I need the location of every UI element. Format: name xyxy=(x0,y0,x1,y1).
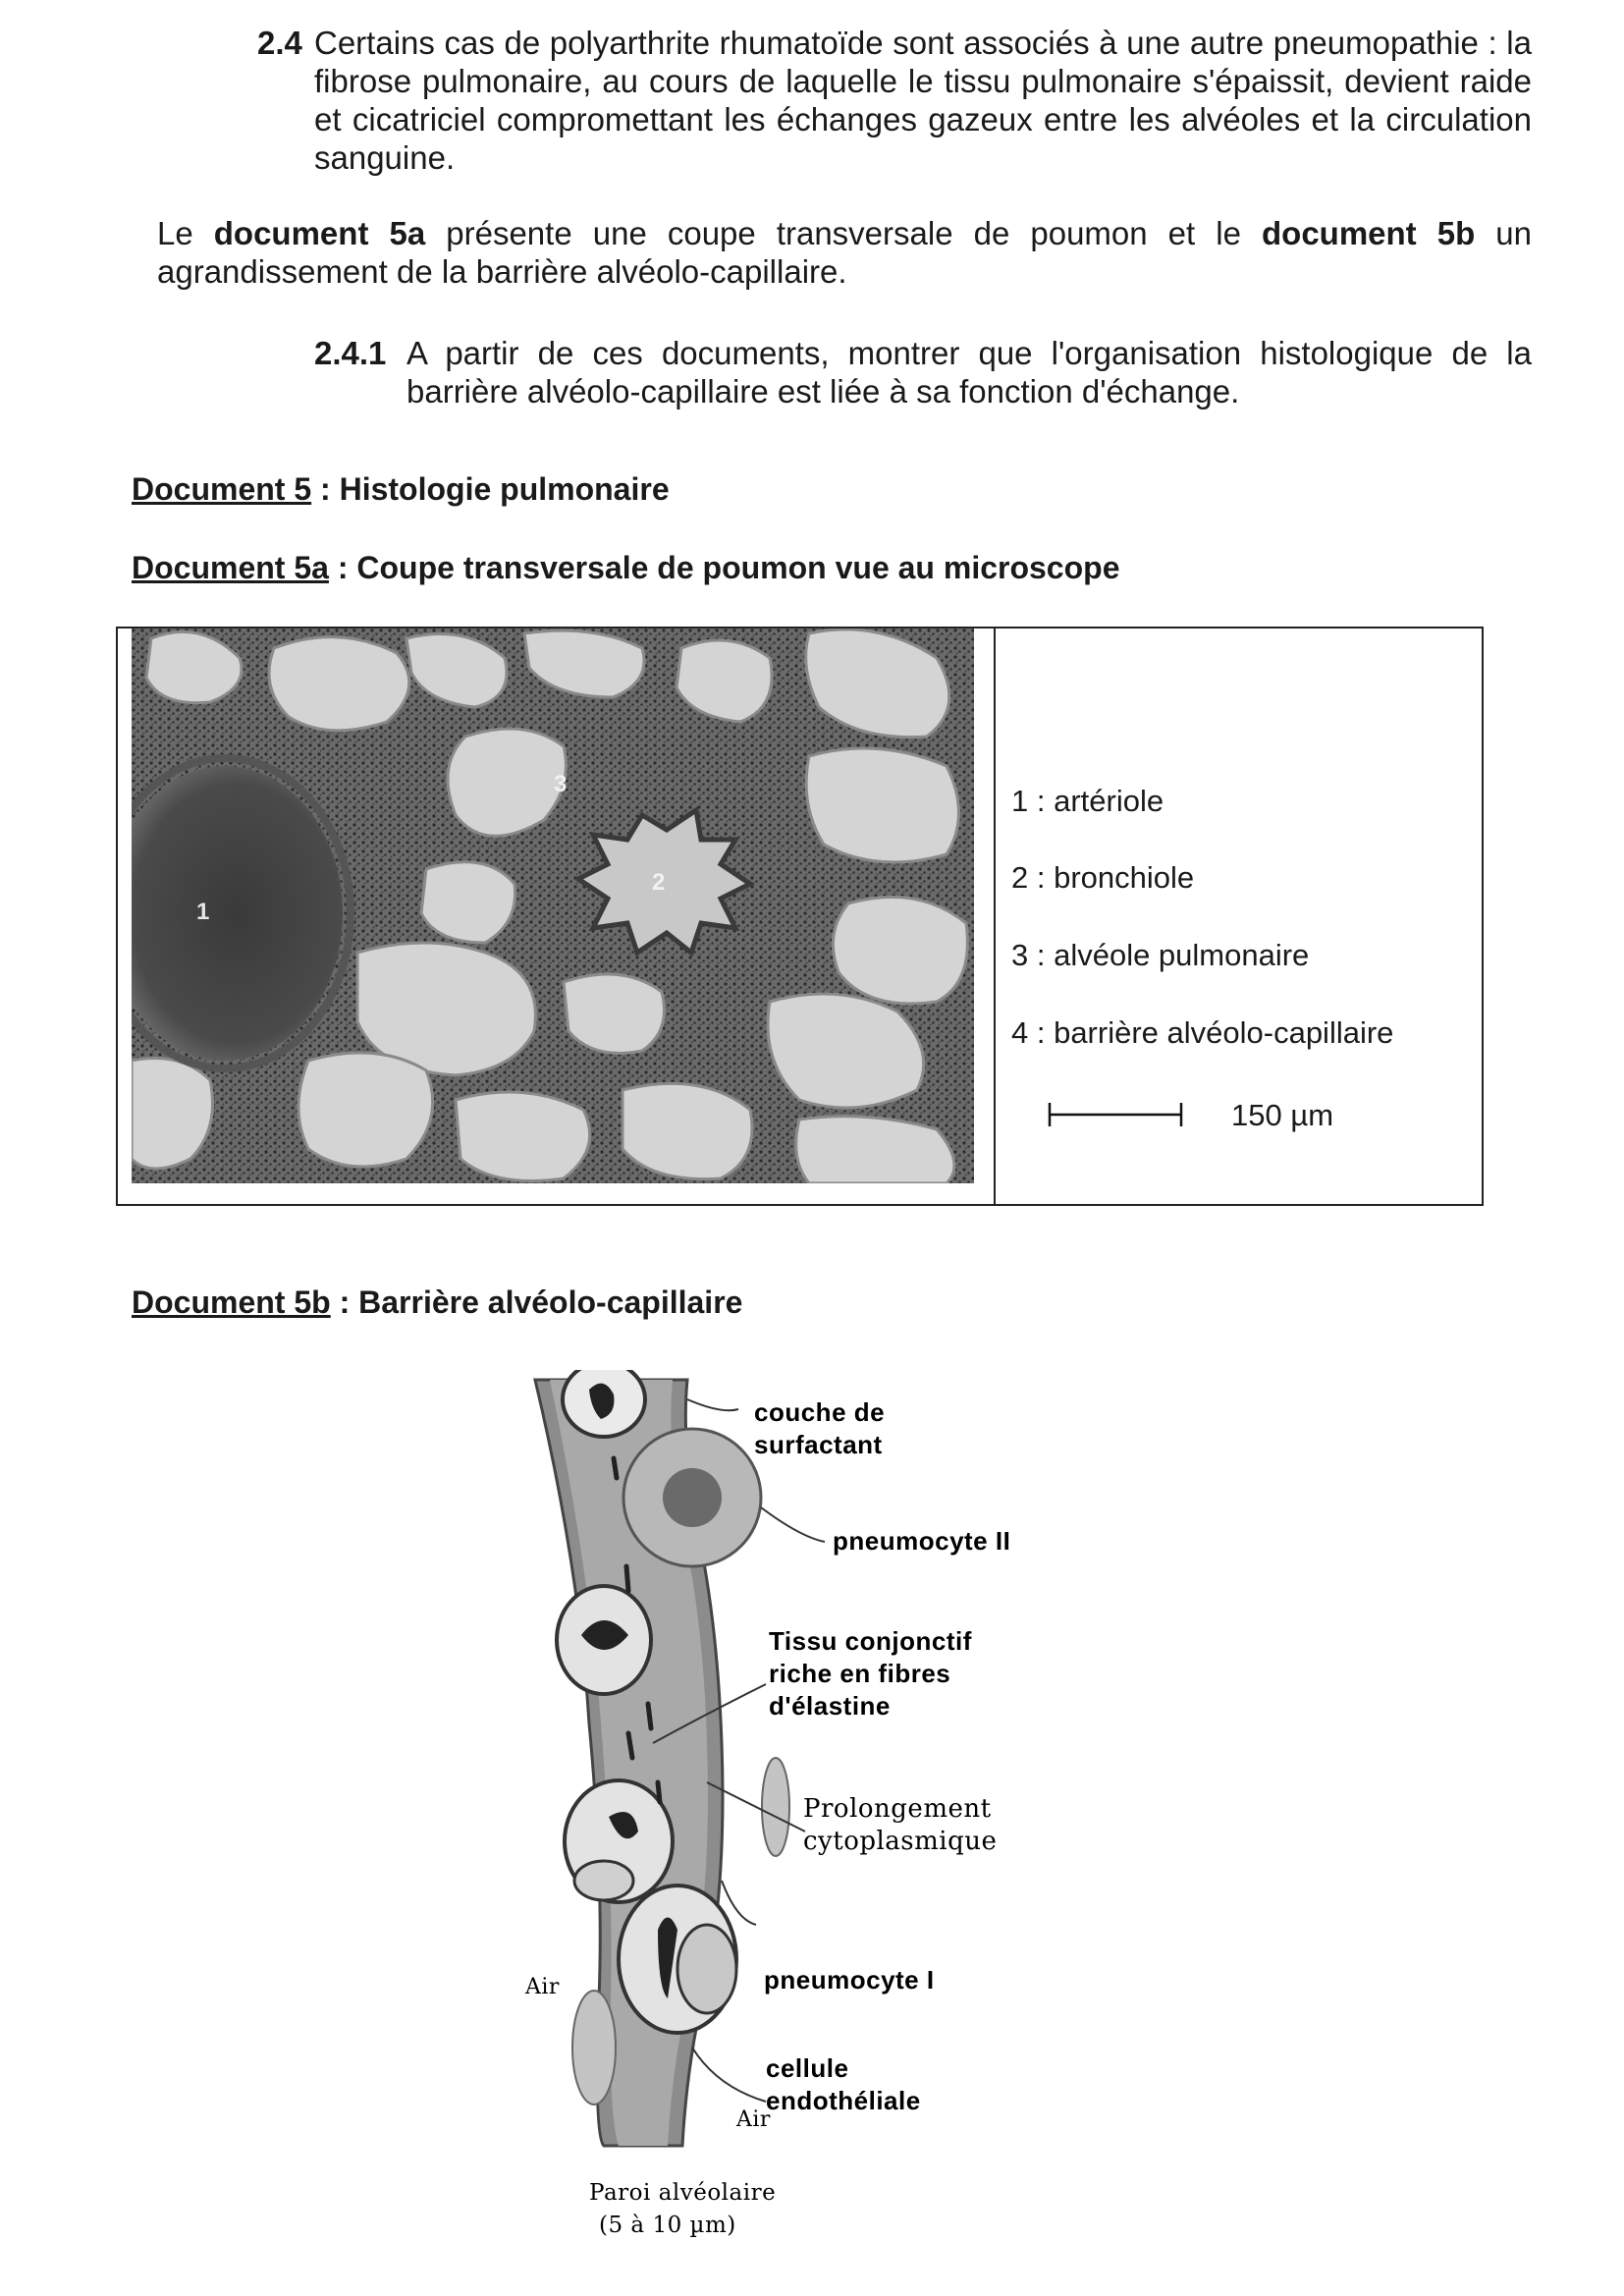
scale-label: 150 µm xyxy=(1231,1098,1334,1132)
legend-item-4: 4 : barrière alvéolo-capillaire xyxy=(1011,1015,1394,1050)
doc5-label: Document 5 xyxy=(132,471,312,507)
intro-doc-5b: document 5b xyxy=(1262,215,1476,251)
intro-doc-5a: document 5a xyxy=(213,215,426,251)
label-prolongement-2: cytoplasmique xyxy=(803,1827,998,1856)
doc5b-heading xyxy=(132,1285,742,1321)
section-number: 2.4 xyxy=(257,25,302,61)
caption-line-2: (5 à 10 µm) xyxy=(599,2213,736,2238)
question-text: A partir de ces documents, montrer que l'organisation histologique de la barrière alvéolo-capillaire est liée à sa fonction d'échange. xyxy=(406,335,1532,410)
doc5a-heading xyxy=(132,550,1119,586)
label-conjonctif-3: d'élastine xyxy=(769,1691,891,1721)
doc5-heading xyxy=(132,471,670,508)
lung-micrograph xyxy=(132,629,974,1183)
marker-alveole: 3 xyxy=(554,771,568,797)
scale-bar xyxy=(1047,1100,1184,1129)
label-prolongement-1: Prolongement xyxy=(803,1794,992,1824)
label-surfactant-2: surfactant xyxy=(754,1430,883,1459)
label-surfactant-1: couche de xyxy=(754,1397,886,1427)
caption-line-1: Paroi alvéolaire xyxy=(589,2180,777,2206)
label-pneumocyte-1: pneumocyte I xyxy=(764,1965,935,1995)
legend-item-2: 2 : bronchiole xyxy=(1011,860,1195,895)
doc5b-label: Document 5b xyxy=(132,1285,331,1320)
label-conjonctif-2: riche en fibres xyxy=(769,1659,951,1688)
label-air-right: Air xyxy=(736,2107,771,2132)
label-pneumocyte-2: pneumocyte II xyxy=(833,1526,1011,1556)
doc5a-divider xyxy=(994,627,996,1206)
label-air-left: Air xyxy=(525,1975,560,1999)
label-endothelial-2: endothéliale xyxy=(766,2086,921,2115)
label-endothelial-1: cellule xyxy=(766,2053,849,2083)
intro-paragraph xyxy=(157,214,1532,291)
section-2-4-text: Certains cas de polyarthrite rhumatoïde sont associés à une autre pneumopathie : la fibrose pulmonaire, au cours de laquelle le tissu pulmonaire s'épaissit, devient raide et cicatriciel compromettant les échanges gazeux entre les alvéoles et la circulation sanguine. xyxy=(314,25,1532,176)
alveolar-barrier-diagram xyxy=(511,1370,1119,2273)
marker-bronchiole: 2 xyxy=(652,869,666,896)
doc5b-title: : Barrière alvéolo-capillaire xyxy=(330,1285,743,1320)
label-conjonctif-1: Tissu conjonctif xyxy=(769,1626,972,1656)
legend-item-3: 3 : alvéole pulmonaire xyxy=(1011,938,1310,972)
marker-arteriole: 1 xyxy=(196,899,210,925)
legend-item-1: 1 : artériole xyxy=(1011,784,1164,818)
intro-text-2: présente une coupe transversale de poumon et le xyxy=(425,215,1262,251)
intro-text-3: un agrandissement de la barrière alvéolo-capillaire. xyxy=(157,215,1532,290)
doc5a-title: : Coupe transversale de poumon vue au microscope xyxy=(328,550,1120,585)
intro-text-1: Le xyxy=(157,215,214,251)
question-number: 2.4.1 xyxy=(314,335,387,371)
doc5a-label: Document 5a xyxy=(132,550,329,585)
doc5-title: : Histologie pulmonaire xyxy=(311,471,670,507)
